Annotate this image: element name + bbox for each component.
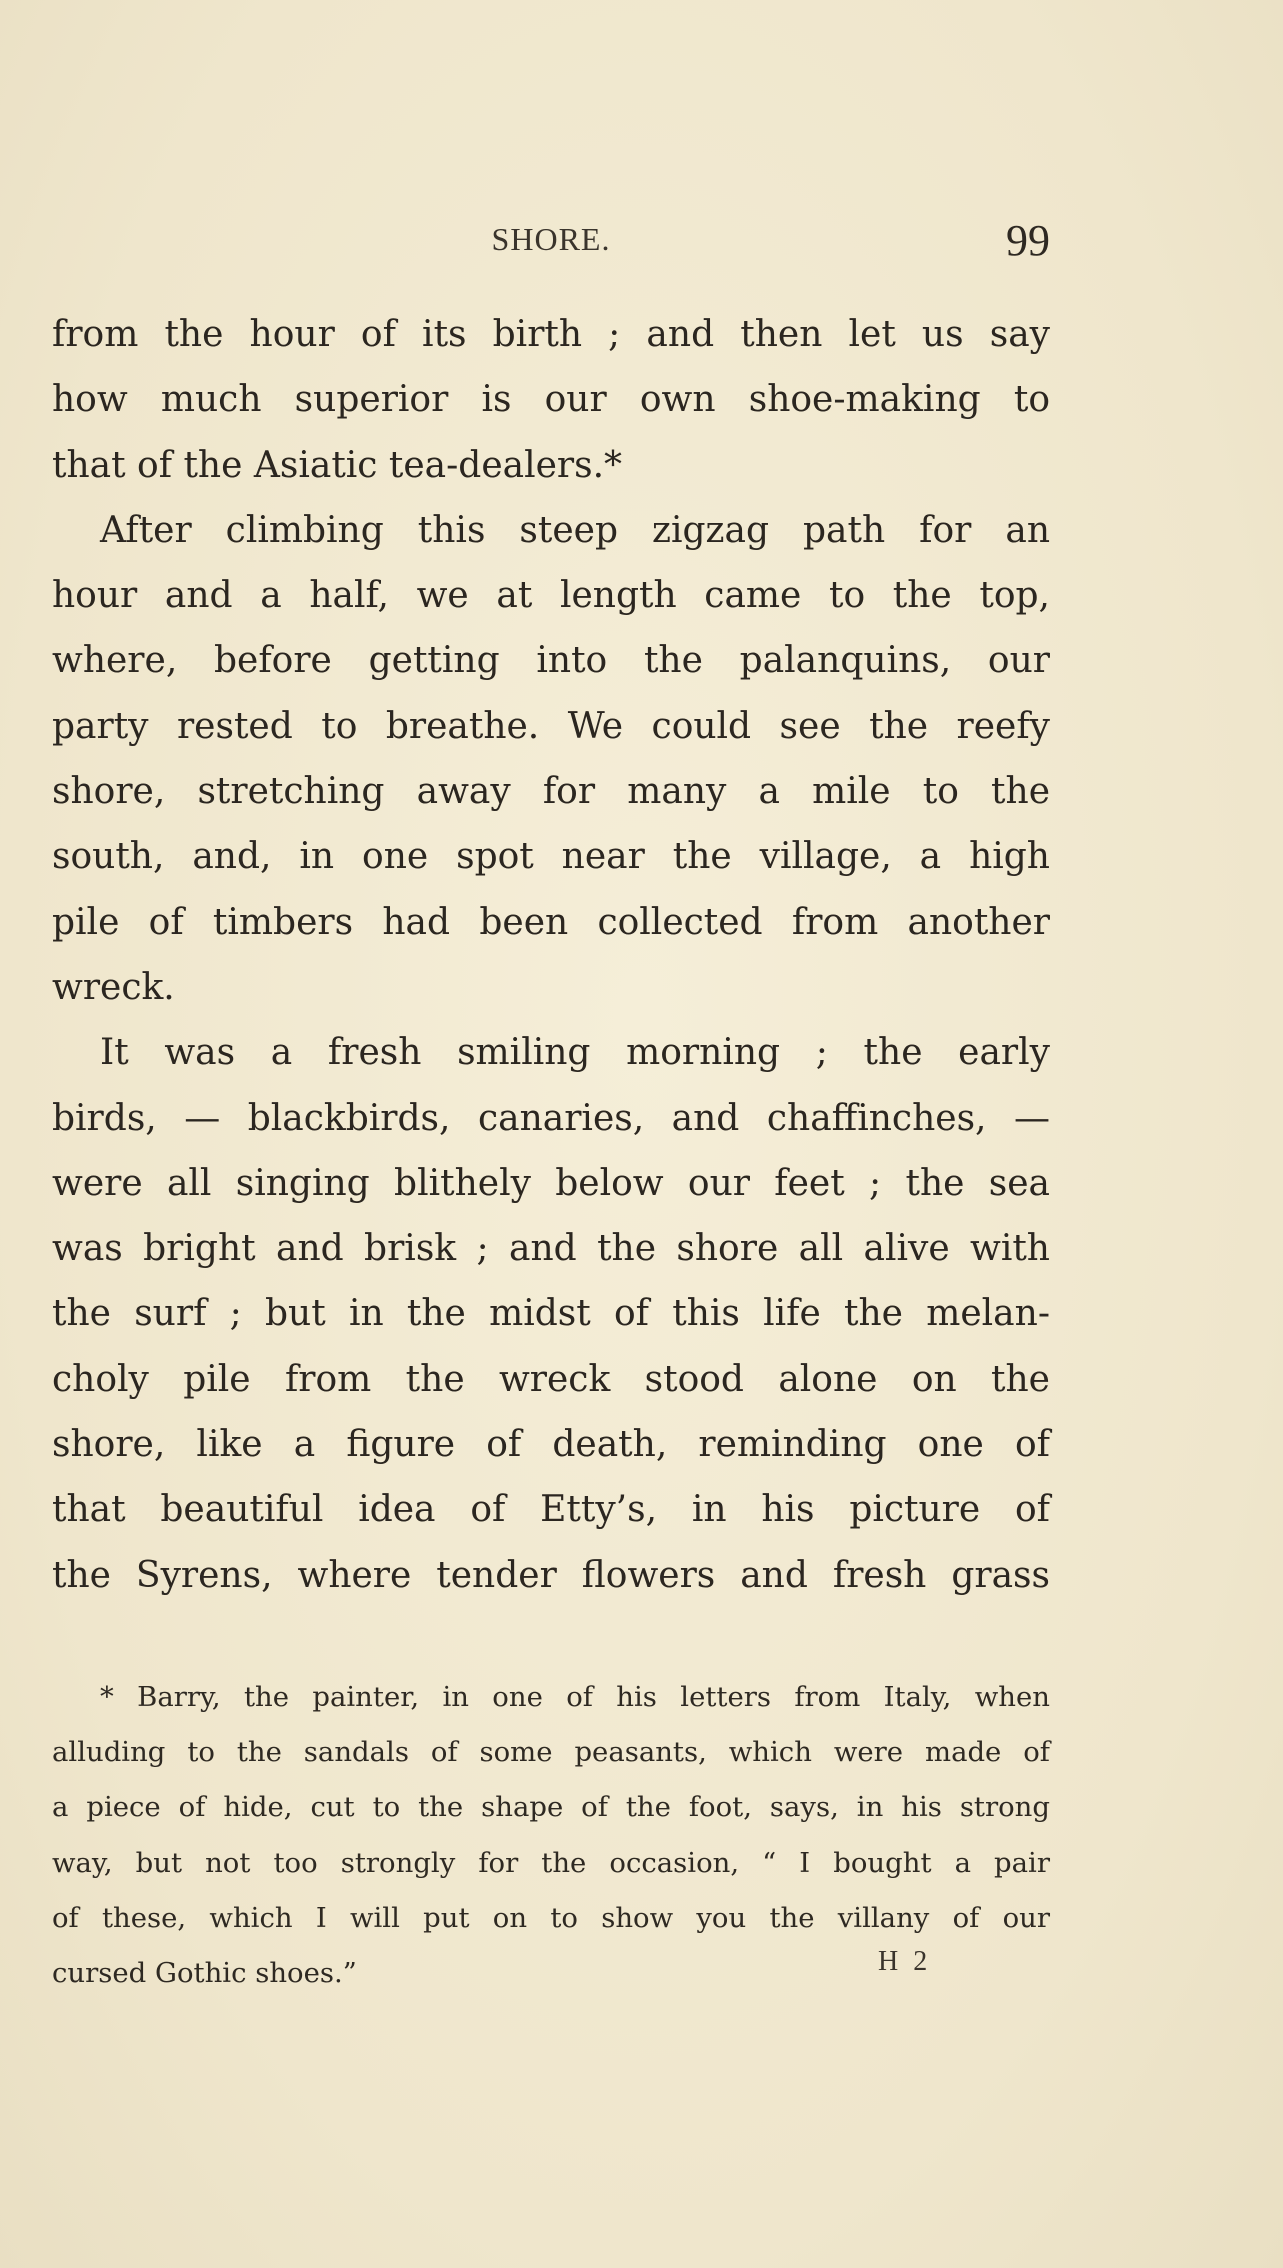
footnote-line: way, but not too strongly for the occasion, “ I bought a pair: [52, 1846, 1050, 1879]
text-line: After climbing this steep zigzag path for an: [100, 509, 1050, 551]
paragraph: [52, 498, 1050, 1020]
text-line: that beautiful idea of Etty’s, in his picture of: [52, 1489, 1050, 1531]
text-line: shore, stretching away for many a mile to the: [52, 771, 1050, 813]
body-text: [52, 302, 1050, 1608]
text-line: birds, — blackbirds, canaries, and chaffinches, —: [52, 1097, 1050, 1139]
footnote-line: of these, which I will put on to show you the villany of our: [52, 1901, 1050, 1934]
text-line: how much superior is our own shoe-making to: [52, 379, 1050, 421]
text-line: It was a fresh smiling morning ; the early: [100, 1032, 1050, 1074]
text-line: wreck.: [52, 966, 175, 1008]
footnote-line: alluding to the sandals of some peasants, which were made of: [52, 1736, 1050, 1769]
paragraph: [52, 302, 1050, 498]
text-line: party rested to breathe. We could see the reefy: [52, 705, 1050, 747]
text-line: the surf ; but in the midst of this life the melan-: [52, 1293, 1050, 1335]
page-number: 99: [1006, 216, 1050, 265]
text-line: choly pile from the wreck stood alone on the: [52, 1358, 1050, 1400]
text-line: south, and, in one spot near the village, a high: [52, 836, 1050, 878]
text-line: were all singing blithely below our feet ; the sea: [52, 1162, 1050, 1204]
text-line: from the hour of its birth ; and then let us say: [52, 314, 1050, 355]
footnote-line: a piece of hide, cut to the shape of the foot, says, in his strong: [52, 1791, 1050, 1824]
text-line: the Syrens, where tender flowers and fresh grass: [52, 1554, 1050, 1596]
footnote-line: cursed Gothic shoes.”: [52, 1957, 357, 1990]
signature-mark: H 2: [878, 1946, 932, 1977]
page-header: [52, 215, 1050, 275]
running-head: SHORE.: [491, 221, 611, 257]
text-line: shore, like a figure of death, reminding one of: [52, 1424, 1050, 1466]
text-line: hour and a half, we at length came to the top,: [52, 575, 1050, 617]
text-line: was bright and brisk ; and the shore all alive with: [52, 1228, 1050, 1270]
text-line: pile of timbers had been collected from another: [52, 901, 1050, 943]
text-line: where, before getting into the palanquins, our: [52, 640, 1050, 682]
footnote-line: * Barry, the painter, in one of his letters from Italy, when: [100, 1681, 1050, 1713]
text-line: that of the Asiatic tea-dealers.*: [52, 444, 623, 486]
paragraph: [52, 1020, 1050, 1608]
